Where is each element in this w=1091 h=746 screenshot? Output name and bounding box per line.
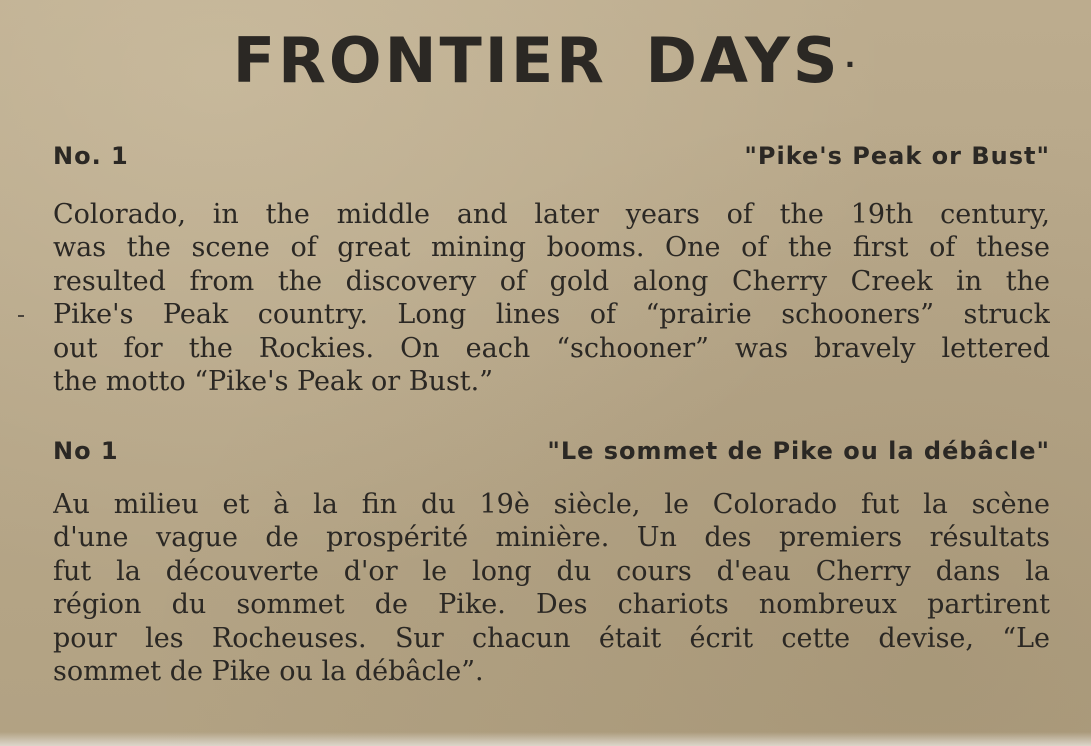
french-line: fut la découverte d'or le long du cours d'eau Cherry dans la <box>53 555 1050 587</box>
card-title <box>0 24 1091 97</box>
english-line: resulted from the discovery of gold along Cherry Creek in the <box>53 265 1050 297</box>
french-caption: "Le sommet de Pike ou la débâcle" <box>547 437 1050 465</box>
english-line: Colorado, in the middle and later years of the 19th century, <box>53 199 1050 230</box>
french-heading-row <box>53 437 1050 465</box>
english-heading-row <box>53 142 1050 170</box>
english-card-number: No. 1 <box>53 142 129 170</box>
english-caption: "Pike's Peak or Bust" <box>744 142 1050 170</box>
card-bottom-edge <box>0 732 1091 746</box>
french-line: Au milieu et à la fin du 19è siècle, le Colorado fut la scène <box>53 489 1050 520</box>
french-line: d'une vague de prospérité minière. Un des premiers résultats <box>53 522 1050 554</box>
english-line: was the scene of great mining booms. One of the first of these <box>53 232 1050 264</box>
english-line: the motto “Pike's Peak or Bust.” <box>53 366 494 398</box>
english-line: out for the Rockies. On each “schooner” was bravely lettered <box>53 332 1050 364</box>
french-line: pour les Rocheuses. Sur chacun était écrit cette devise, “Le <box>53 622 1050 654</box>
french-description <box>53 488 1050 688</box>
french-line: région du sommet de Pike. Des chariots nombreux partirent <box>53 589 1050 621</box>
english-line: Pike's Peak country. Long lines of “prairie schooners” struck <box>53 299 1050 331</box>
print-mark <box>18 315 24 317</box>
english-description <box>53 198 1050 398</box>
french-card-number: No 1 <box>53 437 119 465</box>
card-title-text: FRONTIER DAYS <box>232 24 841 97</box>
title-dot: · <box>844 47 859 81</box>
french-line: sommet de Pike ou la débâcle”. <box>53 656 484 688</box>
